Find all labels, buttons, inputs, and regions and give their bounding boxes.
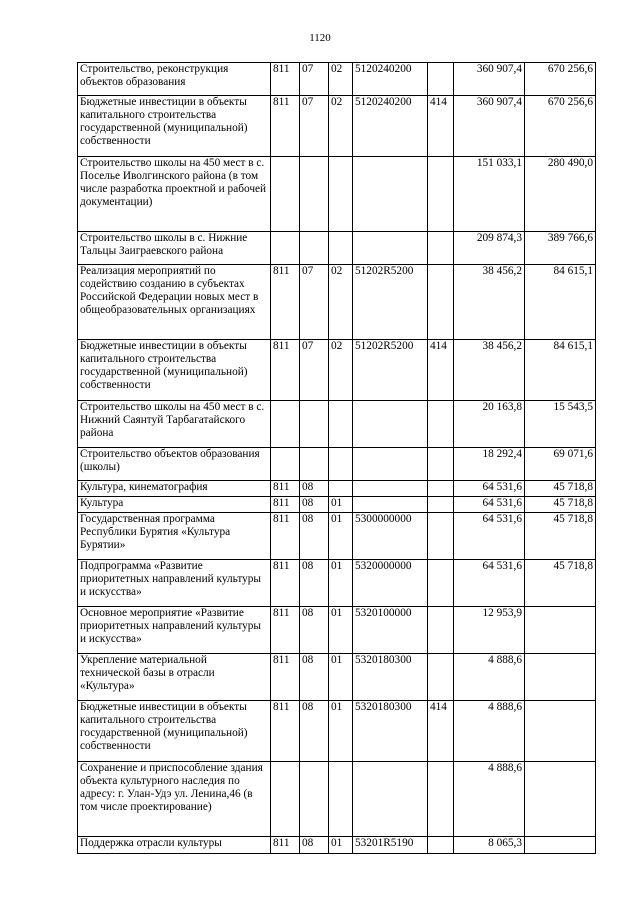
row-expense-type: 414: [428, 96, 454, 157]
row-section-code: [300, 157, 329, 232]
row-ministry-code: [271, 448, 300, 481]
table-row: [78, 513, 596, 560]
row-target-code: [353, 481, 428, 497]
row-value-1: 360 907,4: [454, 96, 525, 157]
row-ministry-code: [271, 762, 300, 837]
table-row: [78, 401, 596, 448]
row-value-1: 38 456,2: [454, 265, 525, 340]
row-value-2: 84 615,1: [525, 265, 596, 340]
row-ministry-code: 811: [271, 607, 300, 654]
row-value-2: 670 256,6: [525, 96, 596, 157]
row-target-code: [353, 401, 428, 448]
row-target-code: 51202R5200: [353, 265, 428, 340]
row-ministry-code: 811: [271, 481, 300, 497]
row-subsection-code: [329, 481, 353, 497]
budget-table: [77, 62, 596, 854]
table-row: [78, 157, 596, 232]
row-section-code: 07: [300, 96, 329, 157]
row-ministry-code: [271, 157, 300, 232]
row-name: Бюджетные инвестиции в объекты капитального строительства государственной (муниципальной) собственности: [78, 701, 271, 762]
row-section-code: [300, 232, 329, 265]
row-expense-type: 414: [428, 340, 454, 401]
row-subsection-code: 01: [329, 607, 353, 654]
row-name: Бюджетные инвестиции в объекты капитального строительства государственной (муниципальной) собственности: [78, 340, 271, 401]
row-target-code: [353, 232, 428, 265]
row-name: Строительство школы на 450 мест в с. Нижний Саянтуй Тарбагатайского района: [78, 401, 271, 448]
row-value-2: 69 071,6: [525, 448, 596, 481]
row-section-code: 07: [300, 265, 329, 340]
page-number: 1120: [309, 32, 331, 44]
row-value-2: 84 615,1: [525, 340, 596, 401]
row-subsection-code: 01: [329, 837, 353, 854]
row-subsection-code: 02: [329, 265, 353, 340]
row-value-1: 38 456,2: [454, 340, 525, 401]
row-target-code: 5320180300: [353, 701, 428, 762]
table-row: [78, 607, 596, 654]
table-row: [78, 560, 596, 607]
row-value-1: 4 888,6: [454, 762, 525, 837]
row-value-2: [525, 762, 596, 837]
table-body: [78, 63, 596, 854]
row-expense-type: [428, 837, 454, 854]
row-ministry-code: [271, 401, 300, 448]
row-expense-type: [428, 607, 454, 654]
row-value-1: 8 065,3: [454, 837, 525, 854]
table-row: [78, 340, 596, 401]
row-section-code: 08: [300, 701, 329, 762]
row-name: Строительство, реконструкция объектов образования: [78, 63, 271, 96]
row-value-1: 4 888,6: [454, 701, 525, 762]
row-value-2: [525, 701, 596, 762]
row-subsection-code: 01: [329, 513, 353, 560]
row-target-code: 5120240200: [353, 63, 428, 96]
row-name: Культура: [78, 497, 271, 513]
table-row: [78, 448, 596, 481]
row-ministry-code: 811: [271, 63, 300, 96]
row-value-1: 4 888,6: [454, 654, 525, 701]
row-name: Подпрограмма «Развитие приоритетных направлений культуры и искусства»: [78, 560, 271, 607]
row-value-1: 64 531,6: [454, 481, 525, 497]
row-target-code: 51202R5200: [353, 340, 428, 401]
row-name: Реализация мероприятий по содействию созданию в субъектах Российской Федерации новых мест в общеобразовательных организациях: [78, 265, 271, 340]
row-expense-type: [428, 654, 454, 701]
row-value-2: [525, 837, 596, 854]
table-row: [78, 762, 596, 837]
table-row: [78, 232, 596, 265]
row-ministry-code: 811: [271, 560, 300, 607]
row-value-2: [525, 654, 596, 701]
row-value-1: 64 531,6: [454, 513, 525, 560]
row-name: Бюджетные инвестиции в объекты капитального строительства государственной (муниципальной) собственности: [78, 96, 271, 157]
row-subsection-code: 01: [329, 560, 353, 607]
row-section-code: 08: [300, 837, 329, 854]
row-expense-type: [428, 157, 454, 232]
table-row: [78, 701, 596, 762]
row-value-1: 20 163,8: [454, 401, 525, 448]
row-value-1: 18 292,4: [454, 448, 525, 481]
row-ministry-code: 811: [271, 340, 300, 401]
row-name: Поддержка отрасли культуры: [78, 837, 271, 854]
row-section-code: 07: [300, 63, 329, 96]
row-ministry-code: 811: [271, 701, 300, 762]
row-value-1: 64 531,6: [454, 560, 525, 607]
row-value-2: 280 490,0: [525, 157, 596, 232]
row-ministry-code: 811: [271, 654, 300, 701]
row-section-code: 08: [300, 481, 329, 497]
row-expense-type: [428, 265, 454, 340]
row-value-1: 209 874,3: [454, 232, 525, 265]
row-section-code: 08: [300, 654, 329, 701]
row-target-code: 5320000000: [353, 560, 428, 607]
row-section-code: 08: [300, 497, 329, 513]
row-ministry-code: 811: [271, 497, 300, 513]
row-name: Строительство объектов образования (школы): [78, 448, 271, 481]
row-expense-type: [428, 513, 454, 560]
row-section-code: [300, 762, 329, 837]
row-subsection-code: [329, 448, 353, 481]
row-target-code: [353, 762, 428, 837]
row-name: Основное мероприятие «Развитие приоритетных направлений культуры и искусства»: [78, 607, 271, 654]
row-ministry-code: 811: [271, 265, 300, 340]
row-expense-type: [428, 448, 454, 481]
row-target-code: [353, 497, 428, 513]
row-value-1: 12 953,9: [454, 607, 525, 654]
row-subsection-code: 01: [329, 701, 353, 762]
row-expense-type: [428, 232, 454, 265]
row-expense-type: [428, 481, 454, 497]
row-name: Строительство школы в с. Нижние Тальцы Заиграевского района: [78, 232, 271, 265]
row-expense-type: [428, 560, 454, 607]
table-row: [78, 63, 596, 96]
row-section-code: 08: [300, 513, 329, 560]
row-value-2: 45 718,8: [525, 513, 596, 560]
row-value-2: 45 718,8: [525, 481, 596, 497]
row-target-code: [353, 448, 428, 481]
row-subsection-code: 02: [329, 63, 353, 96]
row-name: Государственная программа Республики Бурятия «Культура Бурятии»: [78, 513, 271, 560]
table-row: [78, 654, 596, 701]
row-ministry-code: 811: [271, 837, 300, 854]
row-target-code: 5300000000: [353, 513, 428, 560]
row-value-2: [525, 607, 596, 654]
row-value-2: 670 256,6: [525, 63, 596, 96]
row-name: Укрепление материальной технической базы в отрасли «Культура»: [78, 654, 271, 701]
row-subsection-code: 02: [329, 96, 353, 157]
row-name: Культура, кинематография: [78, 481, 271, 497]
table-row: [78, 96, 596, 157]
row-value-1: 64 531,6: [454, 497, 525, 513]
row-section-code: [300, 401, 329, 448]
row-section-code: 08: [300, 607, 329, 654]
row-section-code: [300, 448, 329, 481]
row-subsection-code: 01: [329, 654, 353, 701]
row-target-code: [353, 157, 428, 232]
row-subsection-code: 01: [329, 497, 353, 513]
row-ministry-code: 811: [271, 513, 300, 560]
row-name: Сохранение и приспособление здания объекта культурного наследия по адресу: г. Улан-Удэ ул. Ленина,46 (в том числе проектирование): [78, 762, 271, 837]
row-section-code: 08: [300, 560, 329, 607]
table-row: [78, 837, 596, 854]
row-target-code: 5120240200: [353, 96, 428, 157]
row-name: Строительство школы на 450 мест в с. Поселье Иволгинского района (в том числе разработка проектной и рабочей документации): [78, 157, 271, 232]
row-value-2: 15 543,5: [525, 401, 596, 448]
row-section-code: 07: [300, 340, 329, 401]
row-expense-type: [428, 63, 454, 96]
row-value-1: 360 907,4: [454, 63, 525, 96]
table-row: [78, 265, 596, 340]
row-expense-type: [428, 401, 454, 448]
row-subsection-code: [329, 232, 353, 265]
row-ministry-code: 811: [271, 96, 300, 157]
row-value-2: 389 766,6: [525, 232, 596, 265]
row-target-code: 5320180300: [353, 654, 428, 701]
row-target-code: 5320100000: [353, 607, 428, 654]
row-subsection-code: [329, 157, 353, 232]
table-row: [78, 481, 596, 497]
row-subsection-code: 02: [329, 340, 353, 401]
row-expense-type: [428, 497, 454, 513]
row-expense-type: 414: [428, 701, 454, 762]
row-target-code: 53201R5190: [353, 837, 428, 854]
row-ministry-code: [271, 232, 300, 265]
row-subsection-code: [329, 401, 353, 448]
row-subsection-code: [329, 762, 353, 837]
table-row: [78, 497, 596, 513]
row-value-2: 45 718,8: [525, 497, 596, 513]
row-value-2: 45 718,8: [525, 560, 596, 607]
row-expense-type: [428, 762, 454, 837]
row-value-1: 151 033,1: [454, 157, 525, 232]
